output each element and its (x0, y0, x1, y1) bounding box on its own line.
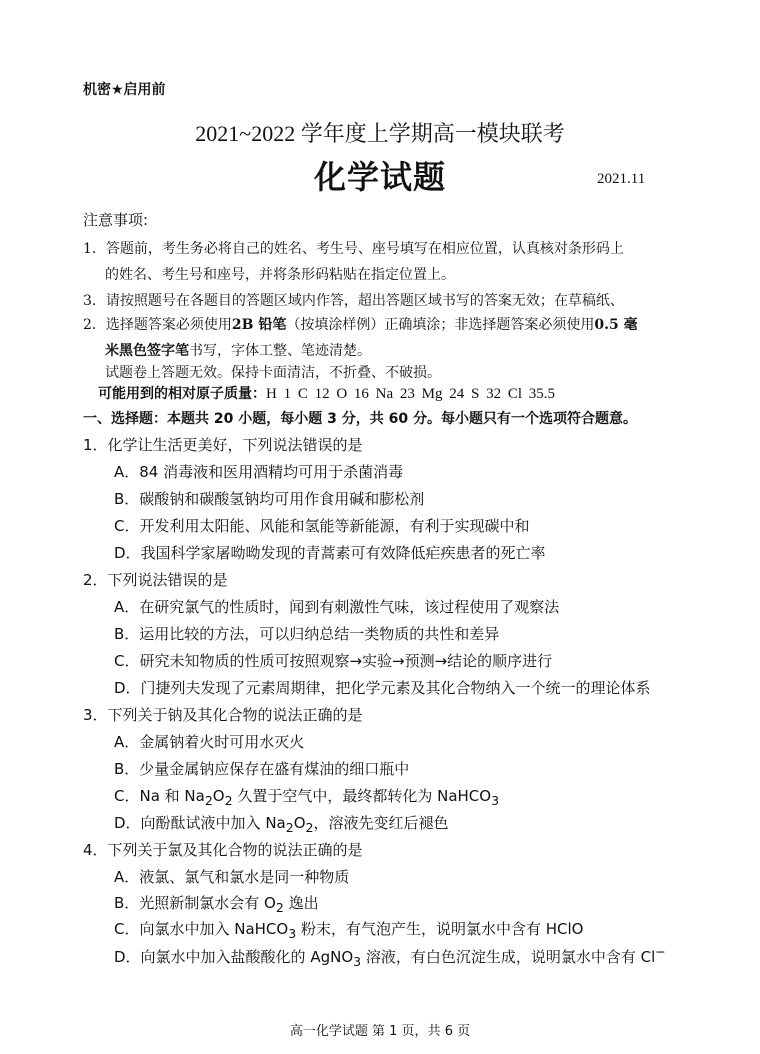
page-footer: 高一化学试题 第 1 页，共 6 页 (289, 1024, 471, 1039)
atomic-mass-values: H 1 C 12 O 16 Na 23 Mg 24 S 32 Cl 35.5 (266, 386, 556, 402)
q4-b-sub: 2 (275, 900, 284, 915)
note-3-line-2: 试题卷上答题无效。保持卡面清洁，不折叠、不破损。 (105, 365, 441, 381)
section-1-heading: 一、选择题：本题共 20 小题，每小题 3 分，共 60 分。每小题只有一个选项符合题意。 (83, 411, 637, 427)
q4-option-b (114, 892, 319, 915)
q4-option-d (114, 944, 666, 969)
q3-c-sub-3: 3 (491, 793, 500, 808)
q3-d-text-1: D．向酚酞试液中加入 Na (114, 814, 286, 832)
note-1-line-1: 1．答题前，考生务必将自己的姓名、考生号、座号填写在相应位置，认真核对条形码上 (83, 241, 624, 257)
q4-d-text-2: 溶液，有白色沉淀生成，说明氯水中含有 Cl (361, 948, 656, 966)
q4-b-text-2: 逸出 (283, 894, 319, 912)
note-2-text-c: 书写，字体工整、笔迹清楚。 (189, 343, 371, 359)
q4-c-sub: 3 (288, 926, 297, 941)
q2-option-c: C．研究未知物质的性质可按照观察→实验→预测→结论的顺序进行 (114, 652, 553, 670)
q4-d-text-1: D．向氯水中加入盐酸酸化的 AgNO (114, 948, 354, 966)
q1-option-a: A．84 消毒液和医用酒精均可用于杀菌消毒 (114, 463, 404, 481)
note-2-text-b: （按填涂样例）正确填涂；非选择题答案必须使用 (286, 317, 595, 333)
q3-c-sub-2: 2 (224, 793, 233, 808)
note-3-line-1: 3．请按照题号在各题目的答题区域内作答，超出答题区域书写的答案无效；在草稿纸、 (83, 293, 624, 309)
q3-d-text-2: O (293, 814, 306, 832)
q3-c-sub-1: 2 (204, 793, 213, 808)
q1-stem: 1．化学让生活更美好，下列说法错误的是 (83, 436, 363, 454)
q4-stem: 4．下列关于氯及其化合物的说法正确的是 (83, 841, 363, 859)
subject-title: 化学试题 (313, 158, 446, 196)
q3-stem: 3．下列关于钠及其化合物的说法正确的是 (83, 706, 363, 724)
q2-option-b: B．运用比较的方法，可以归纳总结一类物质的共性和差异 (114, 625, 500, 643)
note-2-line-1 (83, 314, 638, 334)
q1-option-b: B．碳酸钠和碳酸氢钠均可用作食用碱和膨松剂 (114, 490, 425, 508)
q4-c-text-1: C．向氯水中加入 NaHCO (114, 920, 289, 938)
q2-option-a: A．在研究氯气的性质时，闻到有刺激性气味，该过程使用了观察法 (114, 598, 560, 616)
q4-b-text-1: B．光照新制氯水会有 O (114, 894, 276, 912)
q3-option-c (114, 785, 499, 808)
atomic-mass-line (98, 383, 555, 403)
note-2-line-2 (105, 340, 371, 360)
note-2-pen: 米黑色签字笔 (105, 343, 189, 359)
q2-stem: 2．下列说法错误的是 (83, 571, 228, 589)
q3-d-sub-2: 2 (305, 820, 314, 835)
note-2-pencil: 2B 铅笔 (231, 317, 287, 333)
notes-heading: 注意事项: (83, 211, 149, 229)
q3-d-text-3: ，溶液先变红后褪色 (313, 814, 449, 832)
q3-d-sub-1: 2 (285, 820, 294, 835)
q1-option-d: D．我国科学家屠呦呦发现的青蒿素可有效降低疟疾患者的死亡率 (114, 544, 546, 562)
q2-option-d: D．门捷列夫发现了元素周期律，把化学元素及其化合物纳入一个统一的理论体系 (114, 679, 651, 697)
q4-c-text-2: 粉末，有气泡产生，说明氯水中含有 HClO (296, 920, 584, 938)
confidential-label: 机密★启用前 (83, 82, 166, 98)
atomic-mass-label: 可能用到的相对原子质量： (98, 386, 266, 402)
q4-option-c (114, 918, 583, 941)
q3-option-a: A．金属钠着火时可用水灭火 (114, 733, 305, 751)
q3-c-text-1: C．Na 和 Na (114, 787, 205, 805)
q4-d-sub: 3 (353, 954, 362, 969)
note-1-line-2: 的姓名、考生号和座号，并将条形码粘贴在指定位置上。 (105, 267, 455, 283)
note-2-text-a: 2．选择题答案必须使用 (83, 317, 232, 333)
q1-option-c: C．开发利用太阳能、风能和氢能等新能源，有利于实现碳中和 (114, 517, 530, 535)
q3-c-text-2: O (212, 787, 225, 805)
q4-d-sup: − (655, 944, 666, 959)
exam-title: 2021~2022 学年度上学期高一模块联考 (195, 121, 565, 146)
q3-c-text-3: 久置于空气中，最终都转化为 NaHCO (232, 787, 492, 805)
note-2-pen-size: 0.5 毫 (594, 317, 638, 333)
q3-option-d (114, 812, 448, 835)
q3-option-b: B．少量金属钠应保存在盛有煤油的细口瓶中 (114, 760, 410, 778)
q4-option-a: A．液氯、氯气和氯水是同一种物质 (114, 868, 350, 886)
exam-date: 2021.11 (597, 171, 646, 187)
